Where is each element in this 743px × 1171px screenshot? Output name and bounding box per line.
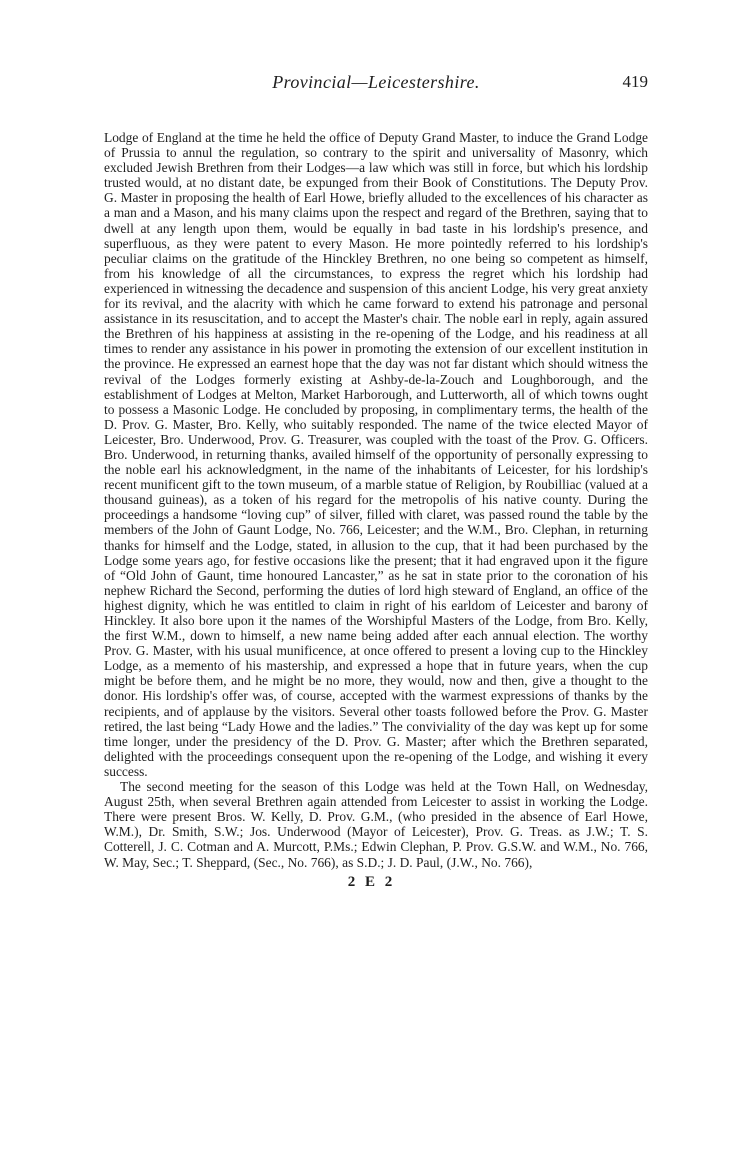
running-title: Provincial—Leicestershire. [272, 72, 480, 92]
page-header [104, 72, 648, 102]
page-number: 419 [622, 72, 648, 91]
paragraph-2: The second meeting for the season of this Lodge was held at the Town Hall, on Wednesday, August 25th, when several Brethren again attended from Leicester to assist in working the Lodge. There were present Bros. W. Kelly, D. Prov. G.M., (who presided in the absence of Earl Howe, W.M.), Dr. Smith, S.W.; Jos. Underwood (Mayor of Leicester), Prov. G. Treas. as J.W.; T. S. Cotterell, J. C. Cotman and A. Murcott, P.Ms.; Edwin Clephan, P. Prov. G.S.W. and W.M., No. 766, W. May, Sec.; T. Sheppard, (Sec., No. 766), as S.D.; J. D. Paul, (J.W., No. 766), [104, 779, 648, 870]
signature-mark: 2 E 2 [347, 874, 396, 890]
paragraph-1: Lodge of England at the time he held the office of Deputy Grand Master, to induce the Grand Lodge of Prussia to annul the regulation, so contrary to the spirit and universality of Masonry, which excluded Jewish Brethren from their Lodges—a law which was still in force, but which his lordship trusted would, at no distant date, be expunged from their Book of Constitutions. The Deputy Prov. G. Master in proposing the health of Earl Howe, briefly alluded to the excellences of his character as a man and a Mason, and his many claims upon the respect and regard of the Brethren, saying that to dwell at any length upon them, would be equally in bad taste in his lordship's presence, and superfluous, as they were patent to every Mason. He more pointedly referred to his lordship's peculiar claims on the gratitude of the Hinckley Brethren, no one being so competent as himself, from his knowledge of all the circumstances, to express the regret which his lordship had experienced in witnessing the decadence and suspension of this ancient Lodge, his very great anxiety for its revival, and the alacrity with which he came forward to extend his patronage and personal assistance in its resuscitation, and to accept the Master's chair. The noble earl in reply, again assured the Brethren of his happiness at assisting in the re-opening of the Lodge, and his readiness at all times to render any assistance in his power in promoting the extension of our excellent institution in the province. He expressed an earnest hope that the day was not far distant which should witness the revival of the Lodges formerly existing at Ashby-de-la-Zouch and Loughborough, and the establishment of Lodges at Melton, Market Harborough, and Lutterworth, all of which towns ought to possess a Masonic Lodge. He concluded by proposing, in complimentary terms, the health of the D. Prov. G. Master, Bro. Kelly, who suitably responded. The name of the twice elected Mayor of Leicester, Bro. Underwood, Prov. G. Treasurer, was coupled with the toast of the Prov. G. Officers. Bro. Underwood, in returning thanks, availed himself of the opportunity of personally expressing to the noble earl his acknowledgment, in the name of the inhabitants of Leicester, for his lordship's recent munificent gift to the town museum, of a marble statue of Religion, by Roubilliac (valued at a thousand guineas), as a token of his regard for the metropolis of his native county. During the proceedings a handsome “loving cup” of silver, filled with claret, was passed round the table by the members of the John of Gaunt Lodge, No. 766, Leicester; and the W.M., Bro. Clephan, in returning thanks for himself and the Lodge, stated, in allusion to the cup, that it had been purchased by the Lodge some years ago, for festive occasions like the present; that it had engraved upon it the figure of “Old John of Gaunt, time honoured Lancaster,” as he sat in state prior to the coronation of his nephew Richard the Second, performing the duties of lord high steward of England, an office of the highest dignity, which he was entitled to claim in right of his earldom of Leicester and barony of Hinckley. It also bore upon it the names of the Worshipful Masters of the Lodge, from Bro. Kelly, the first W.M., down to himself, a new name being added after each annual election. The worthy Prov. G. Master, with his usual munificence, at once offered to present a loving cup to the Hinckley Lodge, as a memento of his mastership, and expressed a hope that in future years, when the cup might be before them, and he might be no more, they would, now and then, give a thought to the donor. His lordship's offer was, of course, accepted with the warmest expressions of thanks by the recipients, and of applause by the visitors. Several other toasts followed before the Prov. G. Master retired, the last being “Lady Howe and the ladies.” The conviviality of the day was kept up for some time longer, under the presidency of the D. Prov. G. Master; after which the Brethren separated, delighted with the proceedings consequent upon the re-opening of the Lodge, and wishing it every success. [104, 130, 648, 779]
body-text [104, 130, 648, 870]
